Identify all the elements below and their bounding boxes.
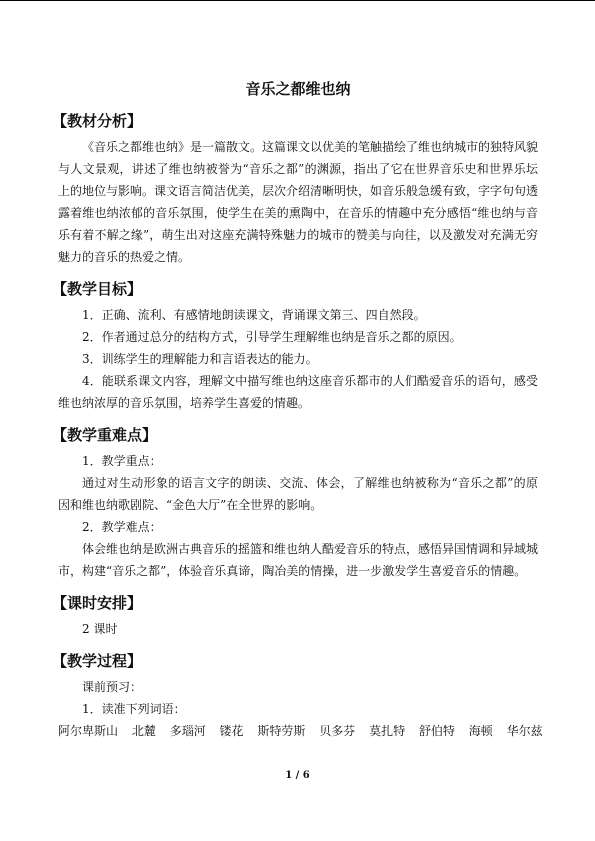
paragraph: 通过对生动形象的语言文字的朗读、交流、体会，了解维也纳被称为“音乐之都”的原因和维也纳歌剧院、“金色大厅”在全世界的影响。: [58, 476, 538, 512]
section-teaching-goals: [52, 278, 538, 414]
paragraph: 1．正确、流利、有感情地朗读课文，背诵课文第三、四自然段。: [82, 308, 426, 322]
paragraph: 2 课时: [82, 622, 118, 636]
vocab-word: 斯特劳斯: [257, 724, 306, 738]
vocab-word: 海顿: [468, 724, 493, 738]
section-textbook-analysis: [52, 110, 539, 268]
section-teaching-process: [52, 650, 543, 742]
page-number: 1 / 6: [285, 770, 310, 781]
document-title: 音乐之都维也纳: [245, 80, 351, 98]
vocab-word: 贝多芬: [319, 724, 356, 738]
paragraph: 2．教学难点：: [82, 520, 162, 534]
paragraph: 4．能联系课文内容，理解文中描写维也纳这座音乐都市的人们酷爱音乐的语句，感受维也纳浓厚的音乐氛围，培养学生喜爱的情趣。: [58, 374, 538, 410]
paragraph: 2．作者通过总分的结构方式，引导学生理解维也纳是音乐之都的原因。: [82, 330, 462, 344]
paragraph: 1．教学重点：: [82, 454, 162, 468]
paragraph: 《音乐之都维也纳》是一篇散文。这篇课文以优美的笔触描绘了维也纳城市的独特风貌与人文景观，讲述了维也纳被誉为“音乐之都”的渊源，指出了它在世界音乐史和世界乐坛上的地位与影响。课文语言简洁优美，层次介绍清晰明快，如音乐般急缓有致，字字句句透露着维也纳浓郁的音乐氛围，使学生在美的熏陶中，在音乐的情趣中充分感悟“维也纳与音乐有着不解之缘”，萌生出对这座充满特殊魅力的城市的赞美与向往，以及激发对充满无穷魅力的音乐的热爱之情。: [58, 140, 539, 264]
paragraph: 1．读准下列词语：: [82, 702, 186, 716]
vocab-word: 镂花: [219, 724, 244, 738]
vocab-word: 北麓: [131, 724, 156, 738]
section-class-schedule: [52, 592, 538, 640]
vocab-word: 莫扎特: [369, 724, 406, 738]
vocab-word: 阿尔卑斯山: [58, 724, 119, 738]
header-rule: [0, 0, 595, 1]
paragraph: 课前预习：: [82, 680, 143, 694]
vocab-word: 华尔兹: [506, 724, 543, 738]
paragraph: 3．训练学生的理解能力和言语表达的能力。: [82, 352, 318, 366]
section-heading: 【教材分析】: [52, 112, 143, 130]
section-heading: 【教学重难点】: [52, 426, 158, 444]
vocab-word: 舒伯特: [418, 724, 455, 738]
vocab-list: [58, 720, 543, 742]
document-page: [52, 60, 543, 742]
section-heading: 【课时安排】: [52, 594, 143, 612]
section-key-difficult-points: [52, 424, 539, 582]
vocab-word: 多瑙河: [169, 724, 206, 738]
section-heading: 【教学目标】: [52, 280, 143, 298]
section-heading: 【教学过程】: [52, 652, 143, 670]
paragraph: 体会维也纳是欧洲古典音乐的摇篮和维也纳人酷爱音乐的特点，感悟异国情调和异域城市，构建“音乐之都”，体验音乐真谛，陶冶美的情操，进一步激发学生喜爱音乐的情趣。: [58, 542, 539, 578]
